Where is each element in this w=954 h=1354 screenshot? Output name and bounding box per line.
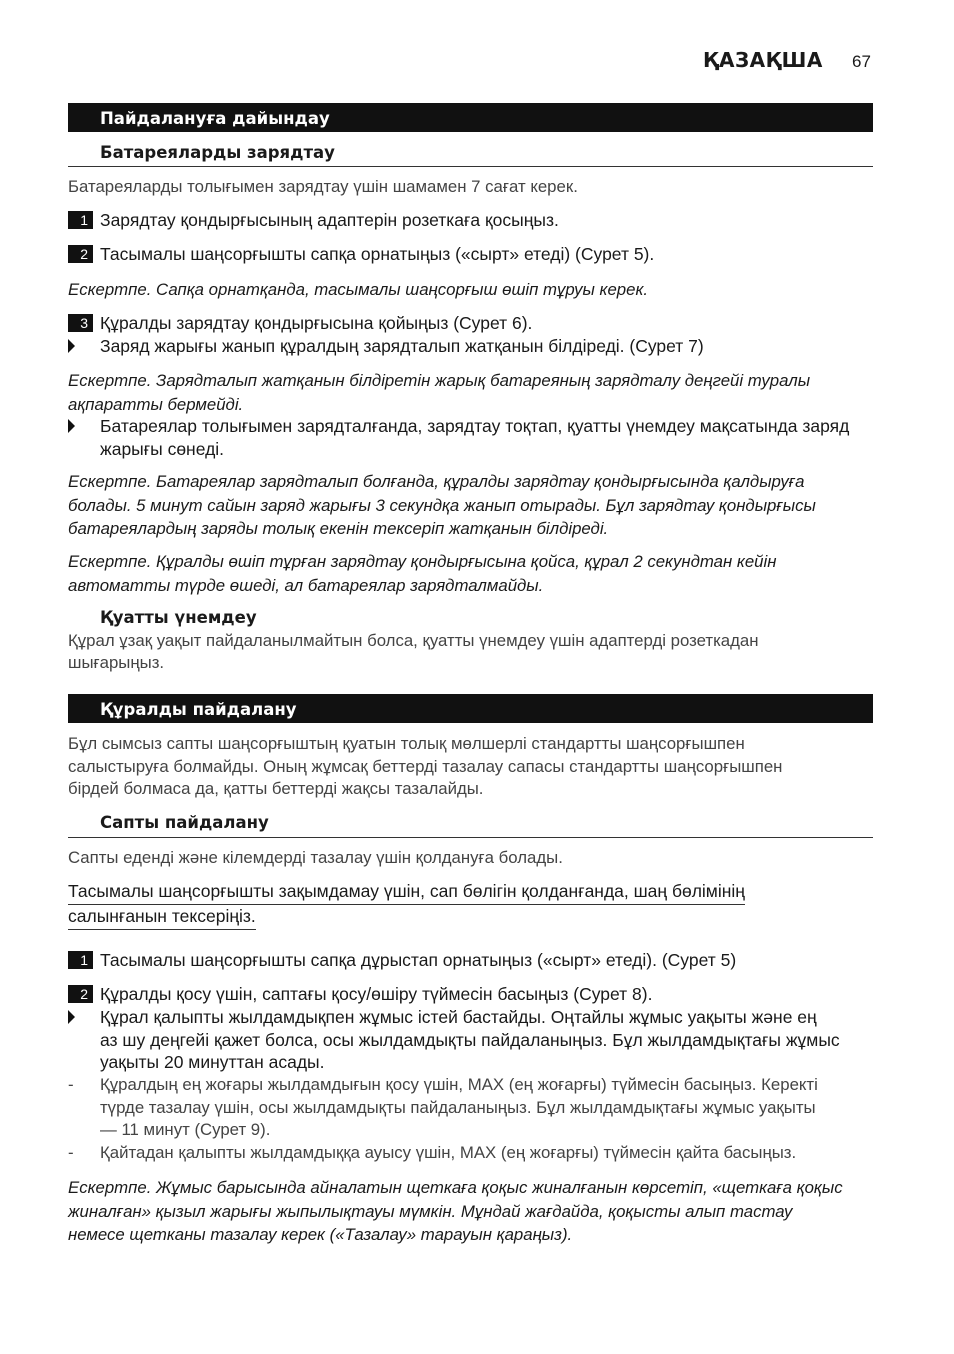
section-title: Құралды пайдалану — [100, 700, 297, 719]
note-line: Ескертпе. Жұмыс барысында айналатын щеткаға қоқыс жиналғанын көрсетіп, «щеткаға қоқыс — [68, 1178, 843, 1197]
section-bar-preparing — [68, 103, 873, 132]
note-line: автоматты түрде өшеді, ал батареялар зарядталмайды. — [68, 575, 544, 595]
subsection-divider — [68, 166, 873, 167]
warning-line: салынғанын тексеріңіз. — [68, 905, 256, 930]
dash-mark: - — [68, 1143, 74, 1162]
note-line: болады. 5 минут сайын заряд жарығы 3 секундқа жанып отырады. Бұл зарядтау қондырғысы — [68, 495, 816, 515]
note-line: ақпаратты бермейді. — [68, 394, 244, 414]
subsection-divider — [68, 837, 873, 838]
energy-saving-text — [68, 630, 873, 674]
bullet-text — [100, 415, 873, 460]
bullet-line: уақыты 20 минуттан асады. — [100, 1052, 325, 1072]
text-line: Бұл сымсыз сапты шаңсорғыштың қуатын толық мөлшерлі стандартты шаңсорғышпен — [68, 734, 745, 753]
step-number: 3 — [68, 314, 93, 332]
dash-mark: - — [68, 1075, 74, 1094]
subsection-title-charging: Батареяларды зарядтау — [100, 143, 335, 162]
step-text: Тасымалы шаңсорғышты сапқа орнатыңыз («сырт» етеді) (Сурет 5). — [100, 244, 655, 264]
charging-note-1: Ескертпе. Сапқа орнатқанда, тасымалы шаңсорғыш өшіп тұруы керек. — [68, 280, 649, 299]
dash-line: Құралдың ең жоғары жылдамдығын қосу үшін, MAX (ең жоғарғы) түймесін басыңыз. Керекті — [100, 1075, 818, 1094]
subsection-title-energy-saving: Қуатты үнемдеу — [100, 608, 257, 627]
step-number: 1 — [68, 211, 93, 229]
note-line: немесе щетканы тазалау керек («Тазалау» тарауын қараңыз). — [68, 1225, 573, 1244]
charging-note-2 — [68, 369, 873, 416]
text-line: Құрал ұзақ уақыт пайдаланылмайтын болса, қуатты үнемдеу үшін адаптерді розеткадан — [68, 631, 759, 650]
step-text: Тасымалы шаңсорғышты сапқа дұрыстап орнатыңыз («сырт» етеді). (Сурет 5) — [100, 950, 737, 970]
charging-note-3 — [68, 470, 873, 541]
note-line: Ескертпе. Зарядталып жатқанын білдіретін жарық батареяның зарядталу деңгейі туралы — [68, 371, 811, 390]
using-intro — [68, 733, 873, 801]
bullet-line: Құрал қалыпты жылдамдықпен жұмыс істей бастайды. Оңтайлы жұмыс уақыты және ең — [100, 1007, 817, 1027]
text-line: салыстыруға болмайды. Оның жұмсақ беттерді тазалау сапасы стандартты шаңсорғышпен — [68, 756, 783, 776]
dash-text — [100, 1074, 873, 1142]
text-line: бірдей болмаса да, қатты беттерді жақсы тазалайды. — [68, 779, 484, 798]
stick-note — [68, 1176, 873, 1247]
stick-intro: Сапты еденді және кілемдерді тазалау үшін қолдануға болады. — [68, 848, 563, 867]
subsection-title-stick: Сапты пайдалану — [100, 813, 269, 832]
step-text: Құралды қосу үшін, саптағы қосу/өшіру түймесін басыңыз (Сурет 8). — [100, 984, 653, 1004]
section-bar-using — [68, 694, 873, 723]
step-number: 2 — [68, 985, 93, 1003]
warning-line: Тасымалы шаңсорғышты зақымдамау үшін, сап бөлігін қолданғанда, шаң бөлімінің — [68, 880, 745, 905]
dash-text: Қайтадан қалыпты жылдамдыққа ауысу үшін, MAX (ең жоғарғы) түймесін қайта басыңыз. — [100, 1143, 797, 1162]
dash-line: — 11 минут (Сурет 9). — [100, 1120, 271, 1139]
text-line: шығарыңыз. — [68, 653, 165, 672]
bullet-arrow-icon — [68, 1010, 75, 1024]
bullet-line: жарығы сөнеді. — [100, 438, 225, 459]
page-number: 67 — [852, 52, 871, 71]
dash-line: түрде тазалау үшін, осы жылдамдықты пайдаланыңыз. Бұл жылдамдықтағы жұмыс уақыты — [100, 1097, 816, 1117]
note-line: Ескертпе. Батареялар зарядталып болғанда, құралды зарядтау қондырғысында қалдыруға — [68, 472, 805, 491]
bullet-arrow-icon — [68, 339, 75, 353]
note-line: Ескертпе. Құралды өшіп тұрған зарядтау қондырғысына қойса, құрал 2 секундтан кейін — [68, 552, 777, 571]
step-number: 1 — [68, 951, 93, 969]
charging-note-4 — [68, 550, 873, 597]
step-number: 2 — [68, 245, 93, 263]
charging-intro: Батареяларды толығымен зарядтау үшін шамамен 7 сағат керек. — [68, 177, 578, 196]
bullet-line: Батареялар толығымен зарядталғанда, зарядтау тоқтап, қуатты үнемдеу мақсатында заряд — [100, 416, 850, 436]
step-text: Құралды зарядтау қондырғысына қойыңыз (Сурет 6). — [100, 313, 533, 333]
bullet-line: аз шу деңгейі қажет болса, осы жылдамдықты пайдаланыңыз. Бұл жылдамдықтағы жұмыс — [100, 1029, 840, 1050]
note-line: батареялардың заряды толық екенін тексеріп жатқанын білдіреді. — [68, 519, 609, 538]
bullet-arrow-icon — [68, 419, 75, 433]
page-language-header: ҚАЗАҚША — [703, 48, 823, 72]
step-text: Зарядтау қондырғысының адаптерін розеткаға қосыңыз. — [100, 210, 559, 230]
stick-warning — [68, 880, 788, 930]
section-title: Пайдалануға дайындау — [100, 109, 330, 128]
bullet-text: Заряд жарығы жанып құралдың зарядталып жатқанын білдіреді. (Сурет 7) — [100, 336, 704, 356]
bullet-text — [100, 1006, 873, 1074]
note-line: жиналған» қызыл жарығы жыпылықтауы мүмкін. Мұндай жағдайда, қоқысты алып тастау — [68, 1201, 793, 1221]
